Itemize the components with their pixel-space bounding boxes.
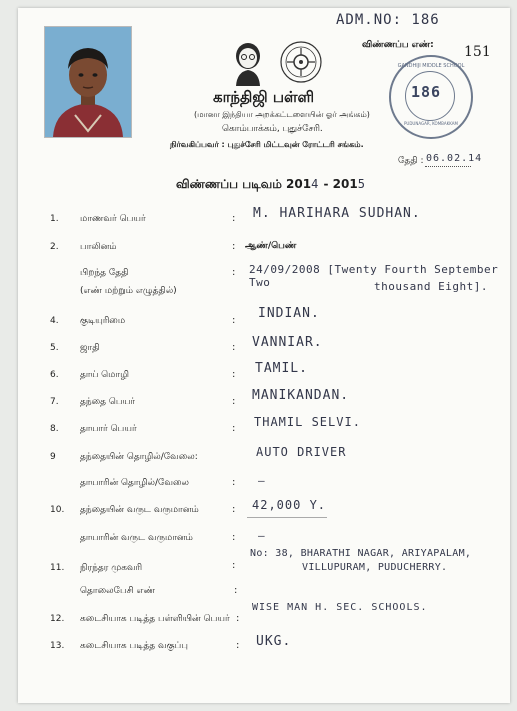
row-number-4: 4. xyxy=(50,316,59,326)
mother-tongue-label: தாய் மொழி xyxy=(80,370,129,380)
student-name-value: M. HARIHARA SUDHAN. xyxy=(253,206,421,221)
row-number-5: 5. xyxy=(50,343,59,353)
rotary-emblem-logo xyxy=(279,40,323,88)
colon: : xyxy=(232,532,236,543)
father-name-value: MANIKANDAN. xyxy=(252,388,350,403)
mother-occupation-value: — xyxy=(258,474,266,487)
previous-school-label: கடைசியாக படித்த பள்ளியின் பெயர் xyxy=(80,614,230,624)
school-seal-stamp xyxy=(389,55,473,139)
dob-value-line-2: thousand Eight]. xyxy=(374,280,488,293)
colon: : xyxy=(232,396,236,407)
father-income-label: தந்தையின் வருட வருமானம் xyxy=(80,505,199,515)
colon: : xyxy=(232,560,236,571)
father-name-label: தந்தை பெயர் xyxy=(80,397,135,407)
application-number: 151 xyxy=(464,44,491,60)
colon: : xyxy=(232,423,236,434)
gandhi-portrait-logo xyxy=(229,40,267,90)
caste-value: VANNIAR. xyxy=(252,335,323,350)
row-number-1: 1. xyxy=(50,214,59,224)
permanent-address-value: No: 38, BHARATHI NAGAR, ARIYAPALAM, xyxy=(250,548,472,559)
mother-income-label: தாயாரின் வருட வருமானம் xyxy=(80,533,193,543)
father-occupation-label: தந்தையின் தொழில்/வேலை: xyxy=(80,452,198,462)
phone-number-label: தொலைபேசி எண் xyxy=(80,586,156,596)
colon: : xyxy=(232,315,236,326)
row-number-6: 6. xyxy=(50,370,59,380)
row-number-7: 7. xyxy=(50,397,59,407)
student-photo xyxy=(44,26,132,138)
citizenship-label: குடியுரிமை xyxy=(80,316,126,326)
date-label: தேதி : xyxy=(398,156,424,166)
previous-school-value: WISE MAN H. SEC. SCHOOLS. xyxy=(252,602,428,613)
date-value: 06.02.14 xyxy=(426,153,483,164)
colon: : xyxy=(232,369,236,380)
colon: : xyxy=(236,613,240,624)
permanent-address-label: நிரந்தர முகவரி xyxy=(80,563,143,573)
mother-income-value: — xyxy=(258,529,266,542)
row-number-8: 8. xyxy=(50,424,59,434)
gender-options: ஆண்/பெண் xyxy=(245,241,297,251)
gender-label: பாலினம் xyxy=(80,242,117,252)
school-administrator: நிர்வகிப்பவர் : புதுச்சேரி மிட்டவுன் ரோட்டரி சங்கம். xyxy=(170,140,364,149)
application-number-label: விண்ணப்ப எண்: xyxy=(362,40,434,50)
row-number-11: 11. xyxy=(50,563,65,573)
school-affiliation: (மானா இந்தியா அறக்கட்டளையின் ஓர் அங்கம்) xyxy=(194,110,370,119)
colon: : xyxy=(232,477,236,488)
row-number-13: 13. xyxy=(50,641,65,651)
stamp-number: 186 xyxy=(411,83,442,101)
permanent-address-value-line-2: VILLUPURAM, PUDUCHERRY. xyxy=(302,562,448,573)
father-income-value: 42,000 Y. xyxy=(252,498,327,512)
row-number-2: 2. xyxy=(50,242,59,252)
form-title: விண்ணப்ப படிவம் 2014 - 2015 xyxy=(176,177,366,191)
colon: : xyxy=(232,267,236,278)
father-income-underline xyxy=(247,517,327,518)
dob-label: பிறந்த தேதி xyxy=(80,268,129,278)
colon: : xyxy=(236,640,240,651)
mother-name-label: தாயார் பெயர் xyxy=(80,424,137,434)
date-underline xyxy=(425,166,471,167)
previous-class-value: UKG. xyxy=(256,634,292,649)
stamp-sub-text: PUDUNAGAR, KOMBAKKAM xyxy=(403,121,458,126)
colon: : xyxy=(232,342,236,353)
student-name-label: மாணவர் பெயர் xyxy=(80,214,146,224)
colon: : xyxy=(232,241,236,252)
colon: : xyxy=(234,585,238,596)
stamp-ring-text: GANDHIJI MIDDLE SCHOOL xyxy=(397,63,465,69)
mother-tongue-value: TAMIL. xyxy=(255,361,308,376)
school-name: காந்திஜி பள்ளி xyxy=(213,88,315,106)
dob-sub-label: (எண் மற்றும் எழுத்தில்) xyxy=(80,286,177,296)
citizenship-value: INDIAN. xyxy=(258,306,320,321)
previous-class-label: கடைசியாக படித்த வகுப்பு xyxy=(80,641,188,651)
mother-occupation-label: தாயாரின் தொழில்/வேலை xyxy=(80,478,189,488)
colon: : xyxy=(232,213,236,224)
colon: : xyxy=(232,504,236,515)
row-number-9: 9 xyxy=(50,452,56,462)
school-address: கொம்பாக்கம், புதுச்சேரி. xyxy=(222,124,323,134)
caste-label: ஜாதி xyxy=(80,343,100,353)
dob-value: 24/09/2008 [Twenty Fourth September Two xyxy=(249,263,499,289)
row-number-10: 10. xyxy=(50,505,65,515)
mother-name-value: THAMIL SELVI. xyxy=(254,415,361,429)
admission-number: ADM.NO: 186 xyxy=(336,12,440,28)
father-occupation-value: AUTO DRIVER xyxy=(256,445,347,459)
row-number-12: 12. xyxy=(50,614,65,624)
